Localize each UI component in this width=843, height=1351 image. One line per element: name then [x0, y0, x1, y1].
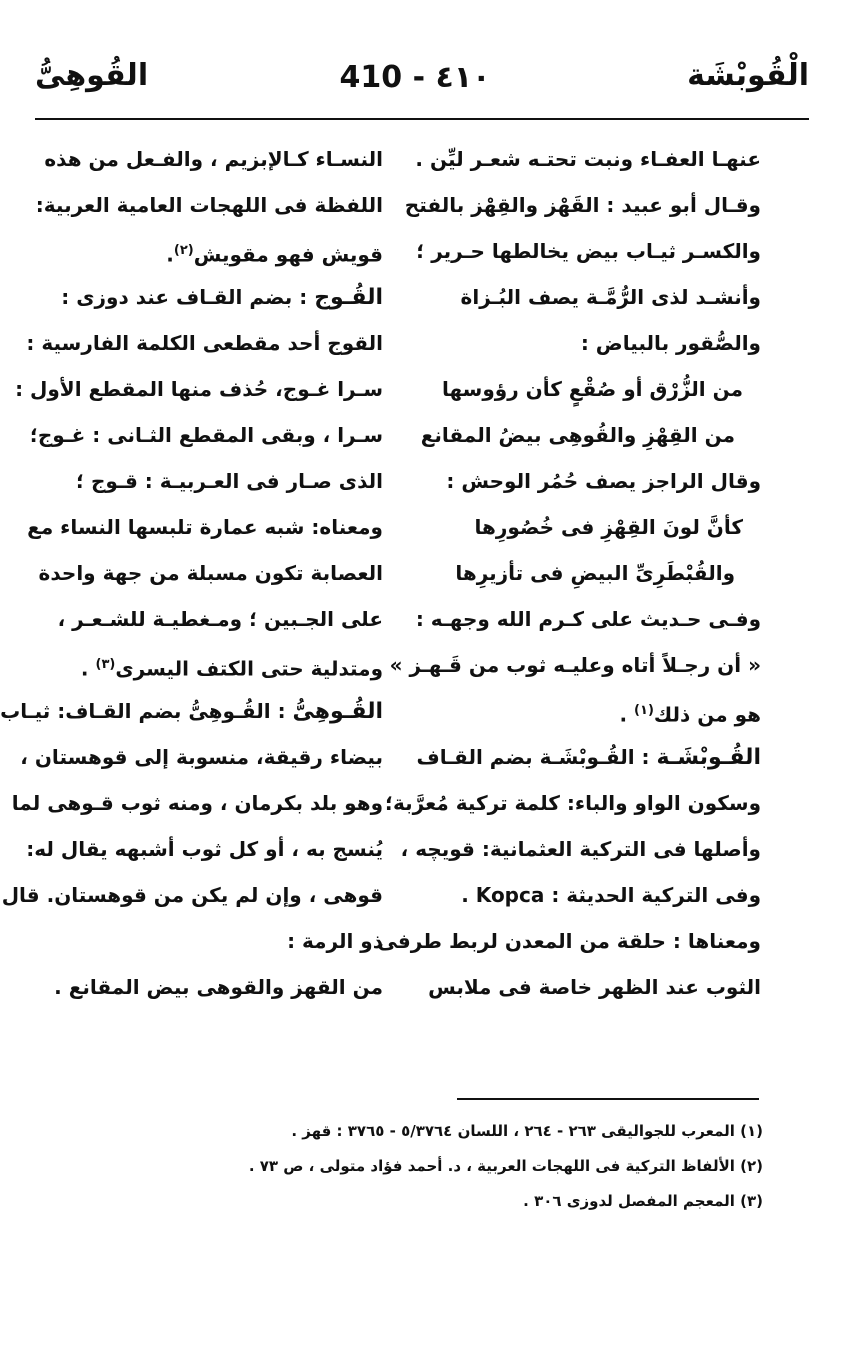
- footnote-reference: (١): [634, 703, 654, 718]
- line-text: النسـاء كـالإبزيم ، والفـعل من هذه: [44, 147, 383, 171]
- text-line: [425, 504, 761, 550]
- footnote-reference: (٣): [95, 657, 116, 672]
- line-text: : القُـوهِىُّ بضم القـاف: ثيـاب: [0, 699, 293, 723]
- text-line: [47, 228, 383, 274]
- header-left-headword: القُوهِىُّ: [35, 58, 149, 93]
- line-text: عنهـا العفـاء ونبت تحتـه شعـر ليِّن .: [415, 147, 761, 171]
- line-text: من القِهْزِ والقُوهِى بيضُ المقانع: [420, 423, 735, 447]
- line-text: وفى التركية الحديثة : Kopca .: [461, 883, 761, 907]
- text-line: [44, 136, 383, 182]
- line-text: وأنشـد لذى الرُّمَّـة يصف البُـزاة: [460, 285, 761, 309]
- footnote-reference: (٢): [173, 243, 194, 258]
- line-text: قوهى ، وإن لم يكن من قوهستان. قال: [1, 883, 383, 907]
- text-line: [1, 872, 383, 918]
- page-number: 410 - ٤١٠: [339, 60, 491, 95]
- text-line: [389, 642, 761, 688]
- text-line: [416, 734, 761, 780]
- line-text: ذو الرمة :: [287, 929, 383, 953]
- text-line: [27, 504, 383, 550]
- line-text: ومعناها : حلقة من المعدن لربط طرفى: [377, 929, 761, 953]
- text-line: [11, 780, 383, 826]
- text-line: [26, 320, 383, 366]
- header-divider: [35, 118, 809, 120]
- footnotes: [63, 1114, 763, 1219]
- text-line: [47, 918, 383, 964]
- line-text: العصابة تكون مسبلة من جهة واحدة: [38, 561, 383, 585]
- line-text: يُنسج به ، أو كل ثوب أشبهه يقال له:: [26, 837, 383, 861]
- text-line: [38, 550, 383, 596]
- text-line: [20, 734, 383, 780]
- line-text: كأنَّ لونَ القِهْزِ فى خُصُورِها: [474, 515, 743, 539]
- text-line: [377, 918, 761, 964]
- text-line: [415, 136, 761, 182]
- line-text: والقُبْطَرِىِّ البيضِ فى تأزيرِها: [455, 561, 735, 585]
- line-text: بيضاء رقيقة، منسوبة إلى قوهستان ،: [20, 745, 383, 769]
- line-text: : القُـوبْشَـة بضم القـاف: [416, 745, 657, 769]
- line-text: على الجـبين ؛ ومـغطيـة للشـعـر ،: [57, 607, 383, 631]
- text-line: [47, 964, 383, 1010]
- line-text: ومتدلية حتى الكتف اليسرى: [115, 656, 383, 681]
- entry-headword: القُـوهِىُّ: [292, 699, 383, 724]
- line-text: : بضم القـاف عند دوزى :: [61, 285, 315, 309]
- line-punctuation: .: [619, 702, 635, 727]
- line-text: وقـال أبو عبيد : القَهْز والقِهْز بالفتح: [404, 193, 761, 217]
- line-text: وسكون الواو والباء: كلمة تركية مُعرَّبة؛: [385, 791, 761, 815]
- text-line: [420, 412, 761, 458]
- line-text: الثوب عند الظهر خاصة فى ملابس: [428, 975, 761, 999]
- left-text-column: [0, 136, 383, 1010]
- right-text-column: [377, 136, 761, 1010]
- text-line: [416, 228, 761, 274]
- text-line: [425, 458, 761, 504]
- line-text: والكسـر ثيـاب بيض يخالطها حـرير ؛: [416, 239, 761, 263]
- text-line: [425, 320, 761, 366]
- text-line: [400, 826, 761, 872]
- header-right-headword: الْقُوبْشَة: [687, 58, 809, 93]
- text-line: [425, 274, 761, 320]
- footnote-item: (١) المعرب للجواليقى ٢٦٣ - ٢٦٤ ، اللسان ٥/٣٧٦٤ - ٣٧٦٥ : قهز .: [291, 1122, 763, 1140]
- line-punctuation: .: [80, 656, 96, 681]
- text-line: [0, 688, 383, 734]
- text-line: [35, 182, 383, 228]
- text-line: [415, 596, 761, 642]
- text-line: [385, 780, 761, 826]
- text-line: [404, 182, 761, 228]
- line-punctuation: .: [166, 242, 174, 267]
- line-text: هو من ذلك: [653, 702, 761, 727]
- text-line: [47, 642, 383, 688]
- line-text: وأصلها فى التركية العثمانية: قويچه ،: [400, 837, 761, 861]
- text-line: [425, 964, 761, 1010]
- line-text: من الزُّرْق أو صُقْعٍ كأن رؤوسها: [441, 377, 743, 401]
- entry-headword: القُـوبْشَـة: [656, 745, 761, 770]
- line-text: قويش فهو مقويش: [193, 242, 383, 267]
- entry-headword: القُـوج: [314, 285, 383, 310]
- line-text: الذى صـار فى العـربيـة : قـوج ؛: [76, 469, 383, 493]
- line-text: « أن رجـلاً أتاه وعليـه ثوب من قَـهـز »: [389, 653, 761, 677]
- line-text: وهو بلد بكرمان ، ومنه ثوب قـوهى لما: [11, 791, 383, 815]
- line-text: اللفظة فى اللهجات العامية العربية:: [35, 193, 383, 217]
- text-line: [29, 412, 383, 458]
- text-line: [425, 550, 761, 596]
- footnote-item: (٣) المعجم المفصل لدوزى ٣٠٦ .: [523, 1192, 763, 1210]
- footnote-item: (٢) الألفاظ التركية فى اللهجات العربية ، د. أحمد فؤاد متولى ، ص ٧٣ .: [248, 1157, 763, 1175]
- line-text: من القهز والقوهى بيض المقانع .: [54, 975, 383, 999]
- footnote-divider: [457, 1098, 759, 1100]
- text-line: [425, 872, 761, 918]
- text-line: [47, 458, 383, 504]
- line-text: القوج أحد مقطعى الكلمة الفارسية :: [26, 331, 383, 355]
- line-text: ومعناه: شبه عمارة تلبسها النساء مع: [27, 515, 383, 539]
- line-text: وقال الراجز يصف حُمُر الوحش :: [446, 469, 761, 493]
- text-line: [26, 826, 383, 872]
- line-text: وفـى حـديث على كـرم الله وجهـه :: [415, 607, 761, 631]
- line-text: سـرا ، وبقى المقطع الثـانى : غـوج؛: [29, 423, 383, 447]
- line-text: والصُّقور بالبياض :: [580, 331, 761, 355]
- text-line: [47, 274, 383, 320]
- text-line: [15, 366, 383, 412]
- text-line: [425, 366, 761, 412]
- text-line: [47, 596, 383, 642]
- line-text: سـرا غـوج، حُذف منها المقطع الأول :: [15, 377, 383, 401]
- text-line: [425, 688, 761, 734]
- page-header: [35, 52, 809, 112]
